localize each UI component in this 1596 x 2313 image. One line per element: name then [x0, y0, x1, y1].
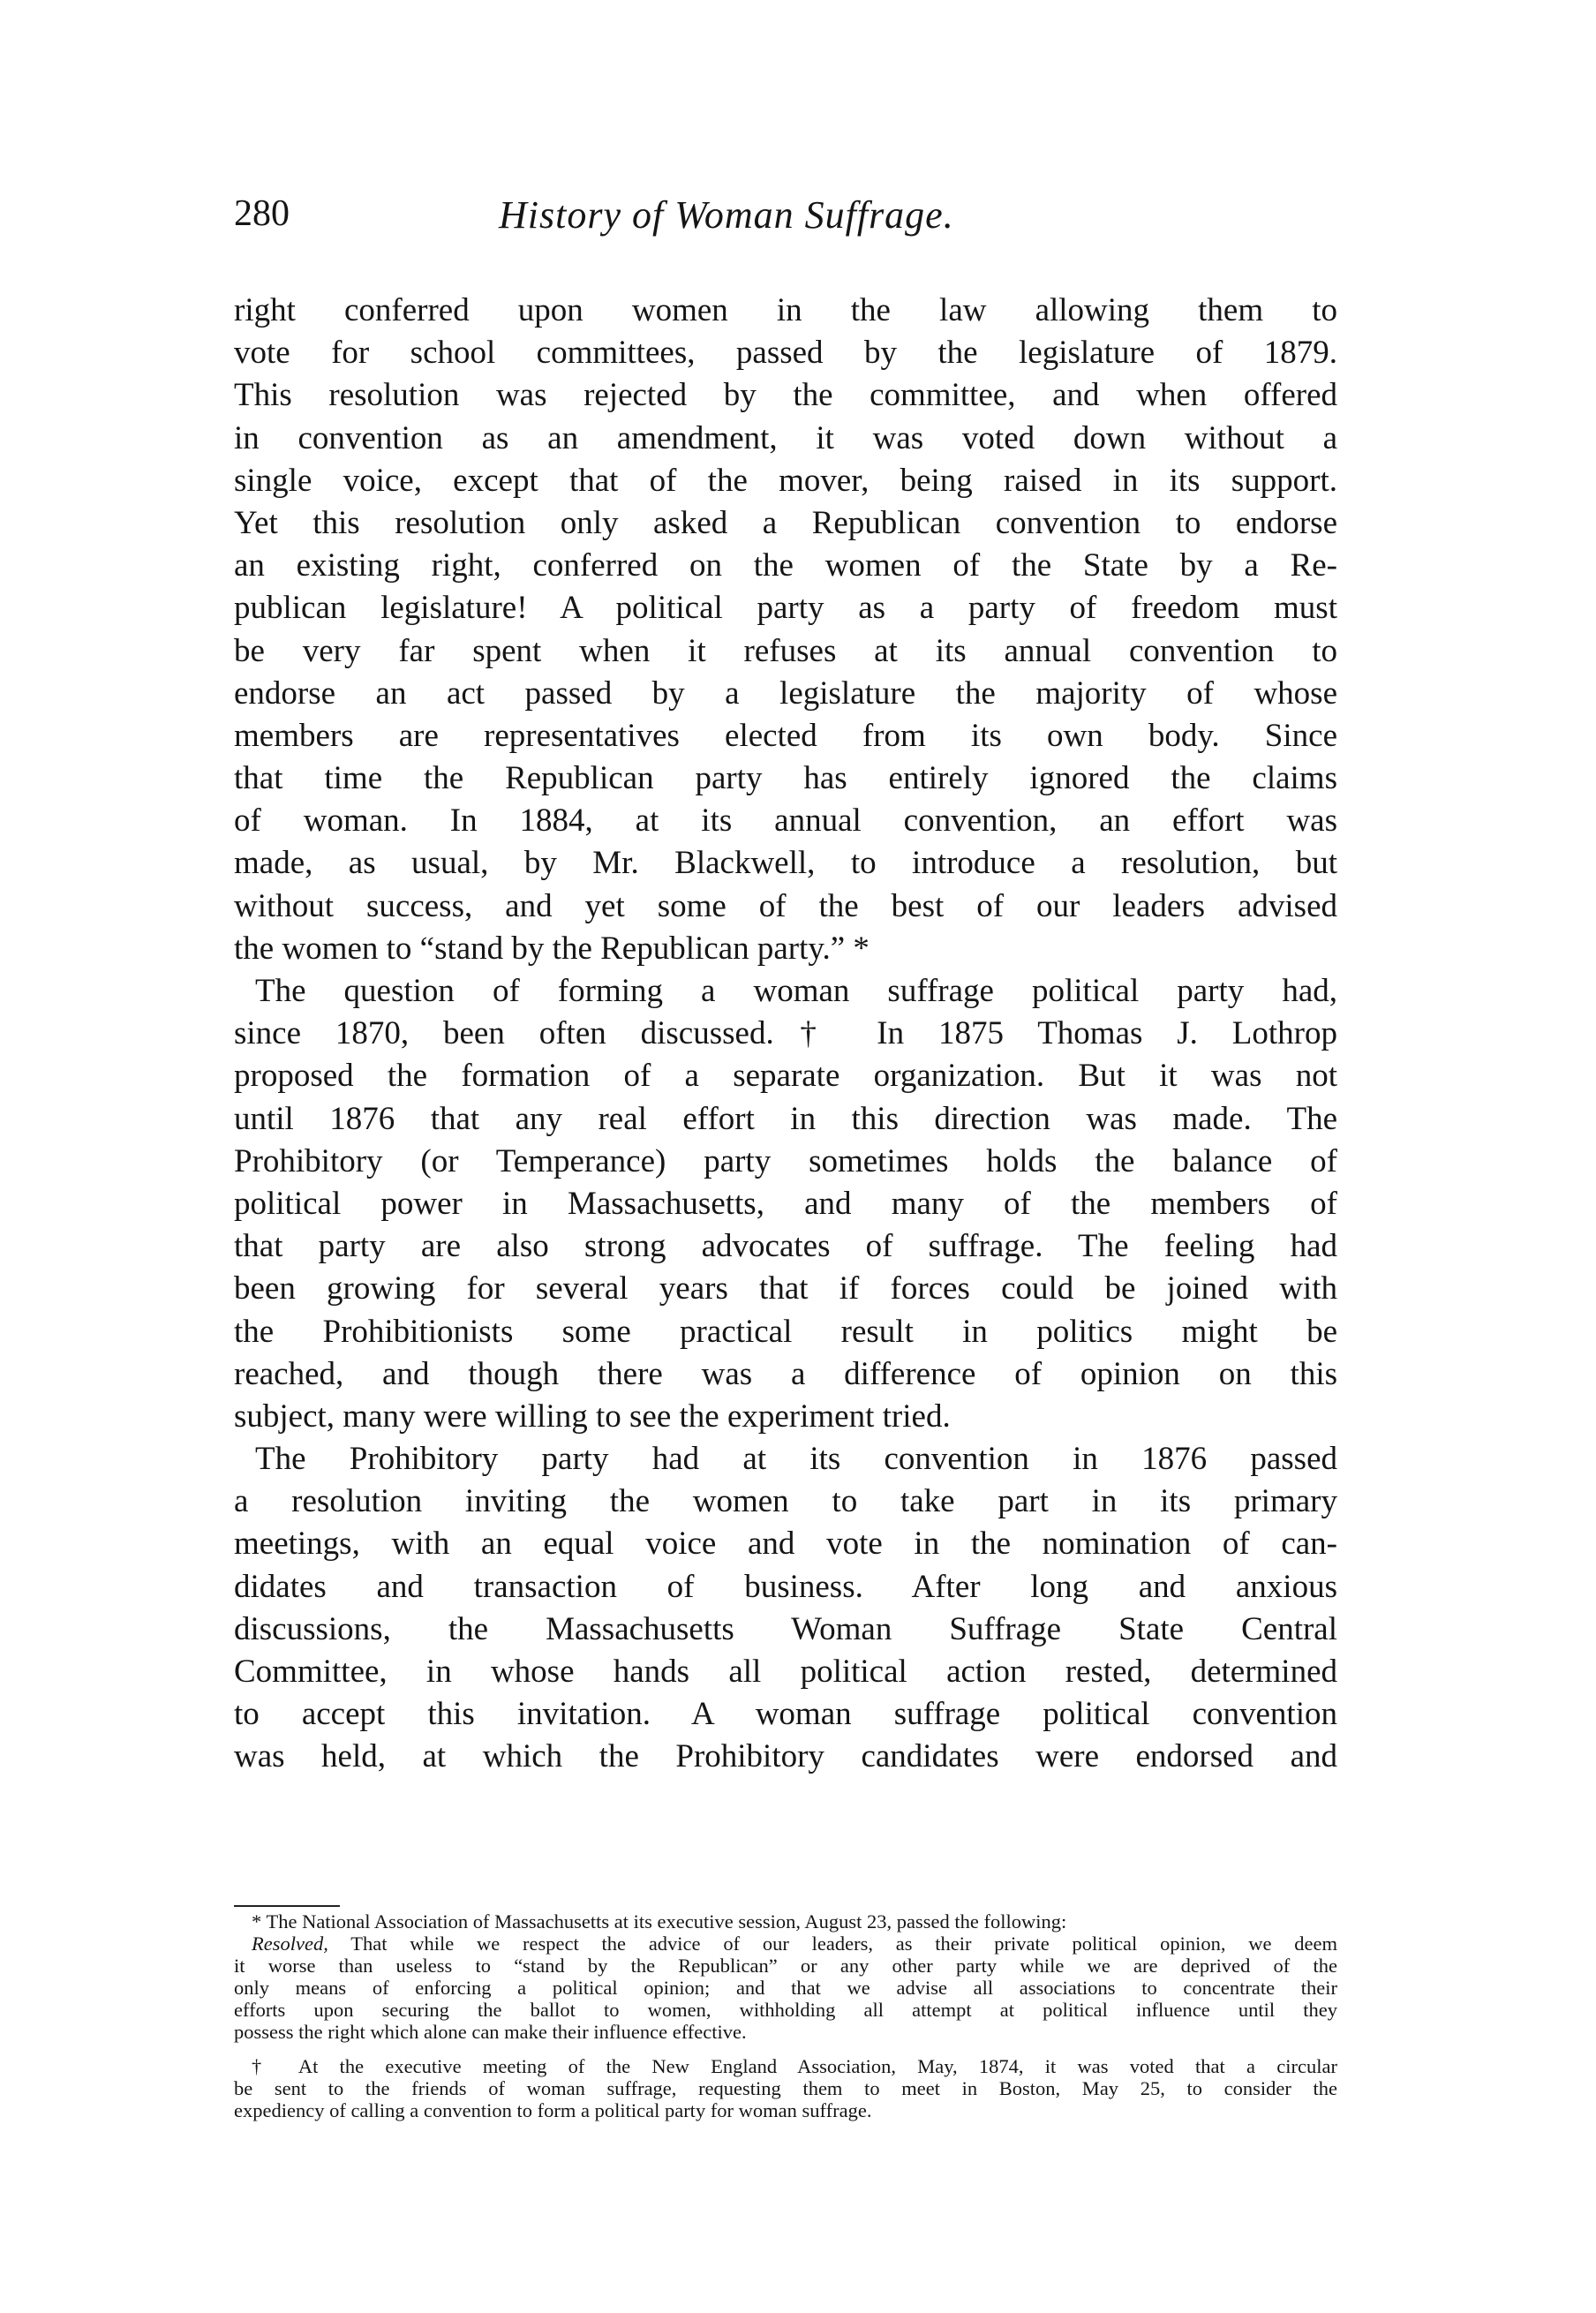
footnote [234, 1933, 1337, 2043]
text-line: made, as usual, by Mr. Blackwell, to introduce a resolution, but [234, 845, 1337, 882]
text-line: in convention as an amendment, it was voted down without a [234, 419, 1337, 456]
text-line: meetings, with an equal voice and vote in the nomination of can- [234, 1526, 1337, 1563]
text-line: single voice, except that of the mover, being raised in its support. [234, 462, 1337, 499]
text-line: be very far spent when it refuses at its annual convention to [234, 632, 1337, 669]
page-header [234, 192, 1337, 245]
text-line: was held, at which the Prohibitory candidates were endorsed and [234, 1738, 1337, 1775]
page-number: 280 [234, 193, 290, 234]
text-line: vote for school committees, passed by the legislature of 1879. [234, 335, 1337, 372]
text-line: Yet this resolution only asked a Republican convention to endorse [234, 504, 1337, 541]
footnote-rule [234, 1905, 340, 1907]
text-line: an existing right, conferred on the women of the State by a Re- [234, 547, 1337, 584]
running-title: History of Woman Suffrage. [499, 193, 954, 237]
paragraph [234, 970, 1337, 1438]
resolved-label: Resolved, [252, 1933, 328, 1955]
text-line: Prohibitory (or Temperance) party sometimes holds the balance of [234, 1142, 1337, 1179]
text-line: without success, and yet some of the best of our leaders advised [234, 887, 1337, 924]
text-line: that party are also strong advocates of suffrage. The feeling had [234, 1228, 1337, 1265]
text-line: right conferred upon women in the law allowing them to [234, 292, 1337, 328]
text-line: that time the Republican party has entirely ignored the claims [234, 760, 1337, 797]
text-line: until 1876 that any real effort in this direction was made. The [234, 1100, 1337, 1137]
text-line: The question of forming a woman suffrage political party had, [255, 973, 1337, 1009]
footnote-line: possess the right which alone can make their influence effective. [234, 2021, 747, 2043]
paragraph [234, 1438, 1337, 1779]
footnote-line: be sent to the friends of woman suffrage, requesting them to meet in Boston, May 25, to consider the [234, 2077, 1337, 2099]
footnote-line [234, 1933, 1337, 1955]
text-line: discussions, the Massachusetts Woman Suffrage State Central [234, 1610, 1337, 1647]
text-line: subject, many were willing to see the experiment tried. [234, 1398, 951, 1435]
text-line: been growing for several years that if forces could be joined with [234, 1270, 1337, 1307]
footnote-line: expediency of calling a convention to form a political party for woman suffrage. [234, 2099, 872, 2121]
text-line: The Prohibitory party had at its convention in 1876 passed [255, 1441, 1337, 1478]
text-line: the women to “stand by the Republican party.” * [234, 930, 870, 967]
footnote-line: † At the executive meeting of the New England Association, May, 1874, it was voted that a circular [252, 2055, 1337, 2077]
text-line: Committee, in whose hands all political action rested, determined [234, 1654, 1337, 1690]
text-line: didates and transaction of business. After long and anxious [234, 1568, 1337, 1605]
text-line: publican legislature! A political party as a party of freedom must [234, 590, 1337, 627]
text-line: a resolution inviting the women to take part in its primary [234, 1483, 1337, 1520]
text-line: reached, and though there was a difference of opinion on this [234, 1355, 1337, 1392]
body-text [234, 290, 1337, 1779]
footnotes [234, 1910, 1337, 2121]
text-line: This resolution was rejected by the committee, and when offered [234, 377, 1337, 414]
footnote-line: efforts upon securing the ballot to women, withholding all attempt at political influence until they [234, 1999, 1337, 2021]
footnote-line: * The National Association of Massachusetts at its executive session, August 23, passed the following: [252, 1910, 1067, 1933]
footnote-line: it worse than useless to “stand by the Republican” or any other party while we are deprived of the [234, 1955, 1337, 1977]
footnote-text: That while we respect the advice of our leaders, as their private political opinion, we deem [327, 1933, 1337, 1955]
text-line: since 1870, been often discussed.† In 1875 Thomas J. Lothrop [234, 1015, 1337, 1052]
footnote [234, 2055, 1337, 2121]
footnote [234, 1910, 1337, 1933]
footnote-line: only means of enforcing a political opinion; and that we advise all associations to concentrate their [234, 1977, 1337, 1999]
text-line: proposed the formation of a separate organization. But it was not [234, 1058, 1337, 1095]
text-line: endorse an act passed by a legislature the majority of whose [234, 674, 1337, 712]
text-line: to accept this invitation. A woman suffrage political convention [234, 1696, 1337, 1733]
text-line: the Prohibitionists some practical result in politics might be [234, 1313, 1337, 1350]
paragraph [234, 290, 1337, 970]
text-line: political power in Massachusetts, and many of the members of [234, 1185, 1337, 1222]
text-line: of woman. In 1884, at its annual convention, an effort was [234, 802, 1337, 840]
text-line: members are representatives elected from its own body. Since [234, 717, 1337, 754]
